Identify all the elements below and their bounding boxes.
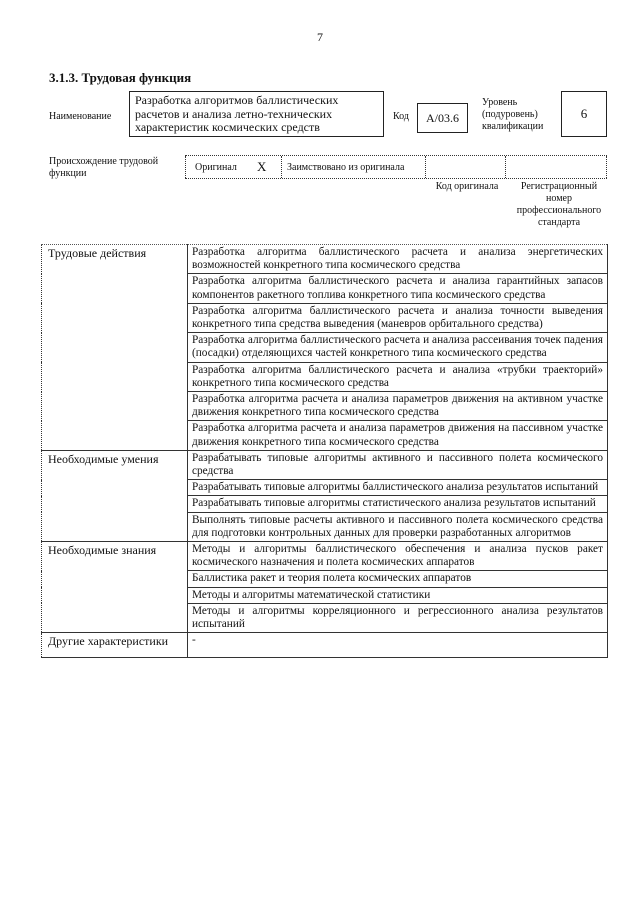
table-row bbox=[42, 542, 608, 571]
section-title: 3.1.3. Трудовая функция bbox=[49, 70, 192, 85]
table-cell: Разработка алгоритма баллистического расчета и анализа энергетических возможностей конкретного типа космического средства bbox=[188, 245, 608, 274]
original-label: Оригинал bbox=[195, 161, 237, 173]
table-row bbox=[42, 450, 608, 479]
table-cell: Разработка алгоритма расчета и анализа параметров движения на пассивном участке движения конкретного типа космического средства bbox=[188, 421, 608, 450]
table-cell: Разработка алгоритма баллистического расчета и анализа точности выведения конкретного типа средства выведения (маневров орбитального средства) bbox=[188, 303, 608, 332]
table-cell: Методы и алгоритмы корреляционного и регрессионного анализа результатов испытаний bbox=[188, 603, 608, 632]
table-cell: Баллистика ракет и теория полета космических аппаратов bbox=[188, 571, 608, 587]
original-mark: X bbox=[257, 159, 267, 174]
function-code: А/03.6 bbox=[417, 103, 468, 133]
table-cell: Разрабатывать типовые алгоритмы активного и пассивного полета космического средства bbox=[188, 450, 608, 479]
origin-row bbox=[185, 155, 607, 179]
table-cell: Разрабатывать типовые алгоритмы баллистического анализа результатов испытаний bbox=[188, 480, 608, 496]
page-number: 7 bbox=[317, 30, 323, 44]
borrowed-label: Заимствовано из оригинала bbox=[287, 161, 405, 173]
table-cell: Разработка алгоритма баллистического расчета и анализа гарантийных запасов компонентов ракетного топлива конкретного типа космического средства bbox=[188, 274, 608, 303]
table-cell: Разработка алгоритма расчета и анализа параметров движения на активном участке движения конкретного типа космического средства bbox=[188, 392, 608, 421]
category-labor-actions: Трудовые действия bbox=[42, 245, 188, 451]
category-other-characteristics: Другие характеристики bbox=[42, 633, 188, 658]
table-cell: Методы и алгоритмы математической статистики bbox=[188, 587, 608, 603]
function-table bbox=[41, 244, 608, 658]
table-cell: Разработка алгоритма баллистического расчета и анализа рассеивания точек падения (посадки) отделяющихся частей конкретного типа космического средства bbox=[188, 333, 608, 362]
table-row bbox=[42, 633, 608, 658]
qualification-level: 6 bbox=[561, 91, 607, 137]
table-cell: - bbox=[188, 633, 608, 658]
table-row bbox=[42, 245, 608, 274]
table-cell: Разработка алгоритма баллистического расчета и анализа «трубки траекторий» конкретного типа космического средства bbox=[188, 362, 608, 391]
reg-number-label: Регистрационный номер профессионального стандарта bbox=[516, 181, 602, 228]
function-name: Разработка алгоритмов баллистических расчетов и анализа летно-технических характеристик космических средств bbox=[129, 91, 384, 137]
table-cell: Разрабатывать типовые алгоритмы статистического анализа результатов испытаний bbox=[188, 496, 608, 512]
origin-label: Происхождение трудовой функции bbox=[49, 156, 159, 179]
code-original-label: Код оригинала bbox=[435, 181, 499, 192]
level-label: Уровень (подуровень) квалификации bbox=[482, 97, 544, 132]
category-required-skills: Необходимые умения bbox=[42, 450, 188, 541]
name-label: Наименование bbox=[49, 111, 112, 122]
code-label: Код bbox=[393, 111, 409, 122]
category-required-knowledge: Необходимые знания bbox=[42, 542, 188, 633]
table-cell: Методы и алгоритмы баллистического обеспечения и анализа пусков ракет космического назначения и полета космических аппаратов bbox=[188, 542, 608, 571]
table-cell: Выполнять типовые расчеты активного и пассивного полета космического средства для подготовки контрольных данных для проверки разработанных алгоритмов bbox=[188, 512, 608, 541]
